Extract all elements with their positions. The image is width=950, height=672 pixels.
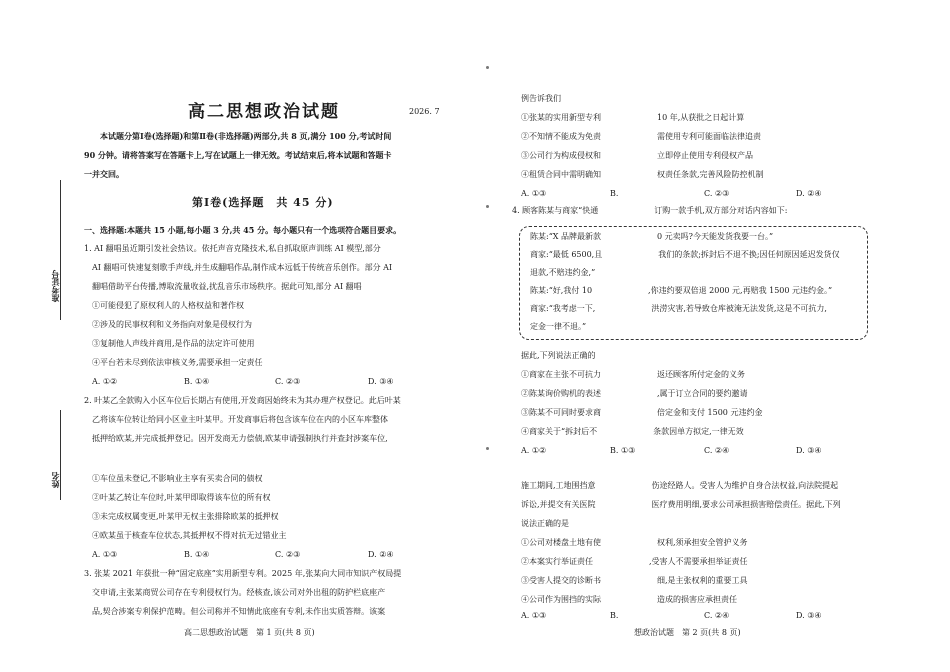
left-page-footer: 高二思想政治试题 第 1 页(共 8 页) [184, 628, 315, 637]
q5-answer-d: D. ③④ [796, 611, 822, 620]
dialogue-line-2: 商家:“最低 6500,且 我们的条款;拆封后不退不换;因任何原因延迟发货仅 [530, 250, 840, 259]
q3-option-1: ①张某的实用新型专利 10 年,从获批之日起计算 [521, 113, 745, 122]
fold-mark [486, 66, 489, 69]
q5-line-2: 诉讼,并提交有关医院 医疗费用明细,要求公司承担损害赔偿责任。据此,下列 [521, 500, 841, 509]
binding-line-bottom [60, 410, 61, 500]
q5-option-4: ④公司作为围挡的实际 造成的损害应承担责任 [521, 595, 737, 604]
dialogue-line-1: 陈某:“X 品牌最新款 0 元卖吗?今天能发货我要一台。” [530, 232, 774, 241]
exam-id-label: 准考证号 [50, 270, 60, 302]
q4-question: 据此,下列说法正确的 [521, 351, 596, 360]
q2-line-2: 乙将该车位转让给同小区业主叶某甲。开发商事后将包含该车位在内的小区车库整体 [92, 415, 388, 424]
q1-line-3: 翻唱借助平台传播,博取流量收益,扰乱音乐市场秩序。据此可知,部分 AI 翻唱 [92, 282, 362, 291]
q1-answer-c: C. ②③ [275, 377, 301, 386]
fold-mark [486, 447, 489, 450]
q5-line-1: 施工期间,工地围挡意 伤途经路人。受害人为维护自身合法权益,向法院提起 [521, 481, 839, 490]
q5-answer-a: A. ①③ [521, 611, 547, 620]
q2-option-2: ②叶某乙转让车位时,叶某甲即取得该车位的所有权 [92, 493, 271, 502]
q1-answer-a: A. ①② [92, 377, 118, 386]
q2-line-3: 抵押给欧某,并完成抵押登记。因开发商无力偿债,欧某申请强制执行并查封涉案车位, [92, 434, 388, 443]
q5-option-2: ②本案实行举证责任 ,受害人不需要承担举证责任 [521, 557, 748, 566]
q5-answer-c: C. ②④ [704, 611, 730, 620]
right-page-footer: 想政治试题 第 2 页(共 8 页) [634, 628, 741, 637]
r-line-1: 例告诉我们 [521, 94, 561, 103]
q1-option-3: ③复制他人声线并商用,是作品的法定许可使用 [92, 339, 255, 348]
q2-answer-d: D. ②④ [368, 550, 394, 559]
dialogue-line-5: 商家:“我考虑一下, 洪涝灾害,若导致仓库被淹无法发货,这是不可抗力, [530, 304, 827, 313]
q2-option-4: ④欧某虽于核查车位状态,其抵押权不得对抗无过错业主 [92, 531, 287, 540]
q5-answer-b: B. [610, 611, 619, 620]
q4-answer-b: B. ①③ [610, 446, 636, 455]
q3-line-1: 3. 张某 2021 年获批一种“固定底座”实用新型专利。2025 年,张某向大同市知识产权局提 [84, 569, 402, 578]
instruction: 一、选择题:本题共 15 小题,每小题 3 分,共 45 分。每小题只有一个选项符合题目要求。 [84, 225, 402, 235]
q1-option-4: ④平台若未尽到依法审核义务,需要承担一定责任 [92, 358, 263, 367]
q3-answer-d: D. ②④ [796, 189, 822, 198]
q4-option-2: ②陈某询价购机的表述 ,属于订立合同的要约邀请 [521, 389, 748, 398]
name-label: 姓名 [50, 472, 60, 488]
intro-line-2: 90 分钟。请将答案写在答题卡上,写在试题上一律无效。考试结束后,将本试题和答题卡 [84, 150, 392, 160]
q1-line-1: 1. AI 翻唱虽近期引发社会热议。依托声音克隆技术,私自抓取原声训练 AI 模型,部分 [84, 244, 381, 253]
section-heading: 第Ⅰ卷(选择题 共 45 分) [192, 196, 334, 209]
q3-line-3: 品,契合涉案专利保护范畴。但公司称并不知情此底座有专利,未作出实质答辩。该案 [92, 607, 386, 616]
dialogue-box [519, 226, 868, 340]
q2-answer-b: B. ①④ [184, 550, 210, 559]
dialogue-line-3: 退款,不赔违约金,” [530, 268, 596, 277]
q1-option-1: ①可能侵犯了原权利人的人格权益和著作权 [92, 301, 244, 310]
q2-answer-a: A. ①③ [92, 550, 118, 559]
q4-answer-a: A. ①② [521, 446, 547, 455]
q5-line-3: 说法正确的是 [521, 519, 569, 528]
q3-answer-c: C. ②③ [704, 189, 730, 198]
q3-answer-b: B. [610, 189, 619, 198]
q5-option-3: ③受害人提交的诊断书 细,是主张权利的重要工具 [521, 576, 748, 585]
q1-answer-d: D. ③④ [368, 377, 394, 386]
q2-line-1: 2. 叶某乙全款购入小区车位后长期占有使用,开发商因始终未为其办理产权登记。此后叶某 [84, 396, 401, 405]
q4-option-3: ③陈某不可同时要求商 倍定金和支付 1500 元违约金 [521, 408, 763, 417]
q1-line-2: AI 翻唱可快速复刻歌手声线,并生成翻唱作品,制作成本远低于传统音乐创作。部分 AI [92, 263, 393, 272]
q5-option-1: ①公司对楼盘土地有使 权利,须承担安全管护义务 [521, 538, 748, 547]
page-title: 高二思想政治试题 [188, 102, 340, 122]
fold-mark [486, 205, 489, 208]
q3-line-2: 交申请,主张某商贸公司存在专利侵权行为。经核查,该公司对外出租的防护栏底座产 [92, 588, 386, 597]
q4-option-1: ①商家在主张不可抗力 返还顾客所付定金的义务 [521, 370, 745, 379]
q4-answer-d: D. ③④ [796, 446, 822, 455]
q2-option-1: ①车位虽未登记,不影响业主享有买卖合同的债权 [92, 474, 263, 483]
q3-answer-a: A. ①③ [521, 189, 547, 198]
exam-date: 2026. 7 [409, 107, 440, 116]
q4-option-4: ④商家关于“拆封后不 条款因单方拟定,一律无效 [521, 427, 744, 436]
q2-option-3: ③未完成权属变更,叶某甲无权主张排除欧某的抵押权 [92, 512, 279, 521]
q1-answer-b: B. ①④ [184, 377, 210, 386]
q4-intro: 4. 顾客陈某与商家“快通 订购一款手机,双方部分对话内容如下: [512, 206, 788, 215]
binding-line-top [60, 180, 61, 320]
q3-option-2: ②不知情不能成为免责 需使用专利可能面临法律追责 [521, 132, 761, 141]
dialogue-line-6: 定金一律不退。” [530, 322, 587, 331]
q3-option-4: ④租赁合同中需明确知 权责任条款,完善风险防控机制 [521, 170, 764, 179]
dialogue-line-4: 陈某:“好,我付 10 ,你违约要双倍退 2000 元,再赔我 1500 元违约金。” [530, 286, 833, 295]
q2-answer-c: C. ②③ [275, 550, 301, 559]
intro-line-3: 一并交回。 [84, 169, 124, 179]
q1-option-2: ②涉及的民事权利和义务指向对象是侵权行为 [92, 320, 252, 329]
intro-line-1: 本试题分第Ⅰ卷(选择题)和第Ⅱ卷(非选择题)两部分,共 8 页,满分 100 分,考试时间 [100, 131, 392, 141]
q4-answer-c: C. ②④ [704, 446, 730, 455]
q3-option-3: ③公司行为构成侵权和 立即停止使用专利侵权产品 [521, 151, 753, 160]
